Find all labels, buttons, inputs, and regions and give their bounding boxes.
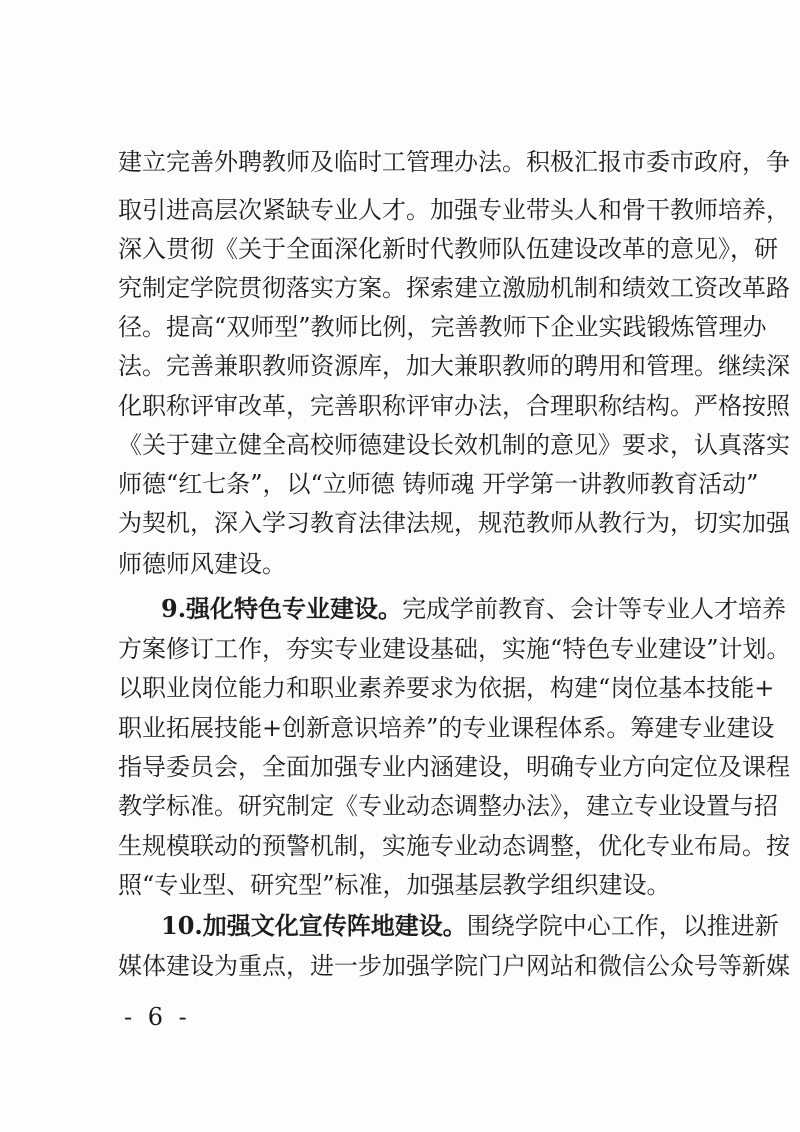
section-heading: 10.加强文化宣传阵地建设。 [161,911,467,940]
body-line: 职业拓展技能+创新意识培养”的专业课程体系。筹建专业建设 [118,714,775,742]
body-line: 取引进高层次紧缺专业人才。加强专业带头人和骨干教师培养， [118,196,790,224]
body-line: 法。完善兼职教师资源库，加大兼职教师的聘用和管理。继续深 [118,352,790,380]
body-line: 以职业岗位能力和职业素养要求为依据，构建“岗位基本技能+ [118,674,775,702]
section-heading: 9.强化特色专业建设。 [161,594,403,623]
page-number: - 6 - [124,1003,191,1031]
body-line: 方案修订工作，夯实专业建设基础，实施“特色专业建设”计划。 [118,635,791,663]
body-line: 究制定学院贯彻落实方案。探索建立激励机制和绩效工资改革路 [118,274,790,302]
body-line: 教学标准。研究制定《专业动态调整办法》，建立专业设置与招 [118,792,778,820]
body-line: 照“专业型、研究型”标准，加强基层教学组织建设。 [118,871,671,899]
body-line: 建立完善外聘教师及临时工管理办法。积极汇报市委市政府，争 [118,148,790,176]
body-line: 径。提高“双师型”教师比例，完善教师下企业实践锻炼管理办 [118,313,767,341]
body-line: 生规模联动的预警机制，实施专业动态调整，优化专业布局。按 [118,832,790,860]
body-line: 师德师风建设。 [118,550,286,578]
body-line: 《关于建立健全高校师德建设长效机制的意见》要求，认真落实 [118,431,790,459]
body-line: 指导委员会，全面加强专业内涵建设，明确专业方向定位及课程 [118,753,790,781]
body-text: 围绕学院中心工作，以推进新 [466,912,779,940]
body-text: 完成学前教育、会计等专业人才培养 [402,595,787,623]
section-paragraph-9 [161,592,787,626]
body-line: 深入贯彻《关于全面深化新时代教师队伍建设改革的意见》，研 [118,235,778,263]
body-line: 化职称评审改革，完善职称评审办法，合理职称结构。严格按照 [118,392,790,420]
body-line: 师德“红七条”，以“立师德 铸师魂 开学第一讲教师教育活动” [118,470,759,498]
body-line: 为契机，深入学习教育法律法规，规范教师从教行为，切实加强 [118,509,790,537]
body-line: 媒体建设为重点，进一步加强学院门户网站和微信公众号等新媒 [118,952,790,980]
section-paragraph-10 [161,909,779,943]
